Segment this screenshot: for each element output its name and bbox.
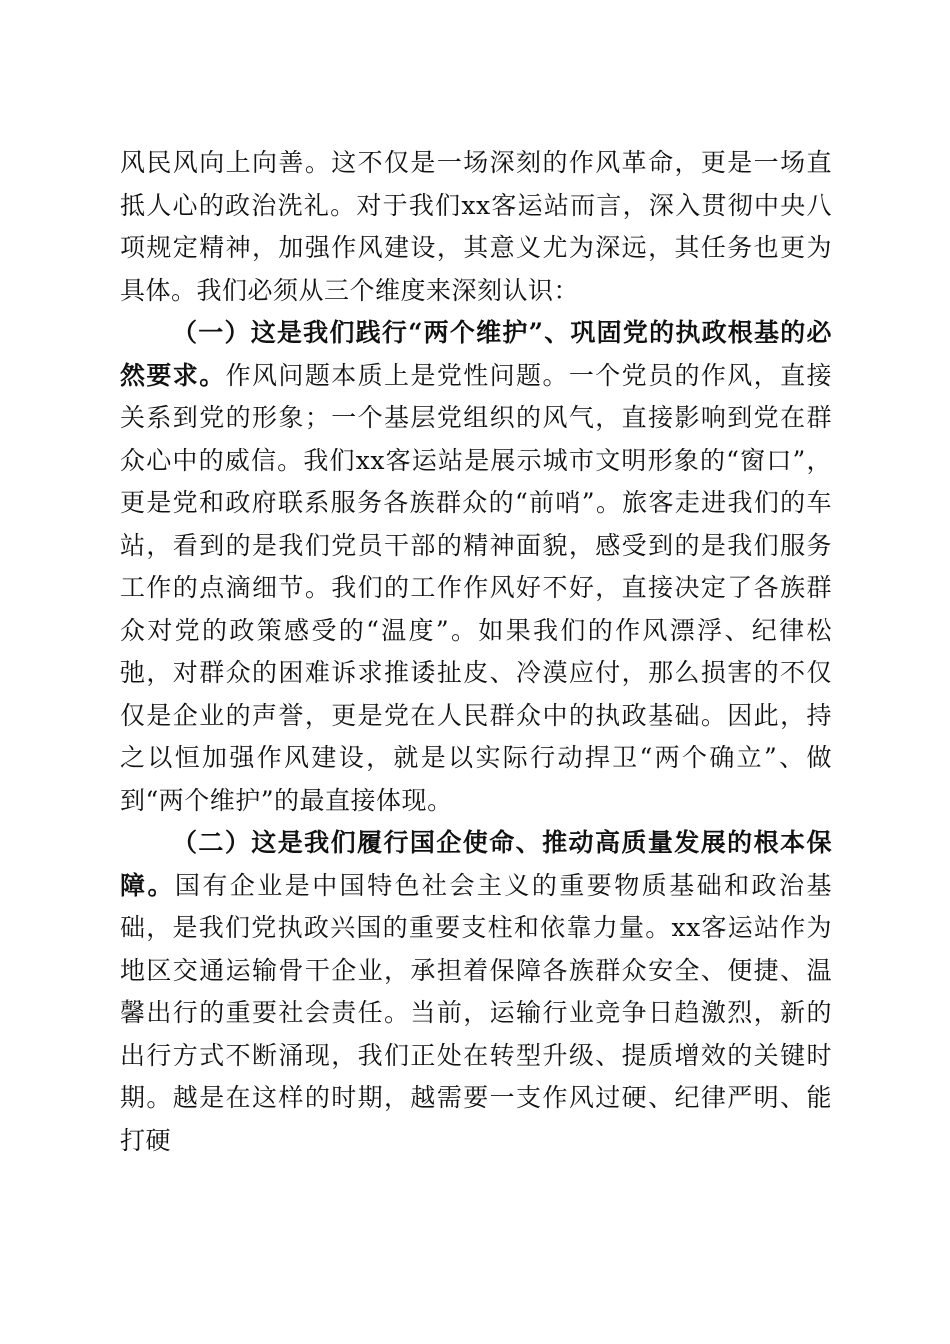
paragraph-body: 作风问题本质上是党性问题。一个党员的作风，直接关系到党的形象；一个基层党组织的风气，直接影响到党在群众心中的威信。我们xx客运站是展示城市文明形象的“窗口”，更是党和政府联系服务各族群众的“前哨”。旅客走进我们的车站，看到的是我们党员干部的精神面貌，感受到的是我们服务工作的点滴细节。我们的工作作风好不好，直接决定了各族群众对党的政策感受的“温度”。如果我们的作风漂浮、纪律松弛，对群众的困难诉求推诿扯皮、冷漠应付，那么损害的不仅仅是企业的声誉，更是党在人民群众中的执政基础。因此，持之以恒加强作风建设，就是以实际行动捍卫“两个确立”、做到“两个维护”的最直接体现。 — [120, 360, 832, 815]
paragraph-point-two — [120, 822, 832, 1162]
paragraph-intro-continuation — [120, 142, 832, 312]
paragraph-heading: （一）这是我们践行“两个维护”、巩固党的执政根基的必然要求。 — [120, 318, 832, 390]
paragraph-point-one — [120, 312, 832, 822]
paragraph-heading: （二）这是我们履行国企使命、推动高质量发展的根本保障。 — [120, 828, 832, 900]
paragraph-body: 国有企业是中国特色社会主义的重要物质基础和政治基础，是我们党执政兴国的重要支柱和依靠力量。xx客运站作为地区交通运输骨干企业，承担着保障各族群众安全、便捷、温馨出行的重要社会责任。当前，运输行业竞争日趋激烈，新的出行方式不断涌现，我们正处在转型升级、提质增效的关键时期。越是在这样的时期，越需要一支作风过硬、纪律严明、能打硬 — [120, 870, 832, 1155]
paragraph-body: 风民风向上向善。这不仅是一场深刻的作风革命，更是一场直抵人心的政治洗礼。对于我们xx客运站而言，深入贯彻中央八项规定精神，加强作风建设，其意义尤为深远，其任务也更为具体。我们必须从三个维度来深刻认识： — [120, 148, 832, 305]
document-page — [120, 142, 832, 1162]
